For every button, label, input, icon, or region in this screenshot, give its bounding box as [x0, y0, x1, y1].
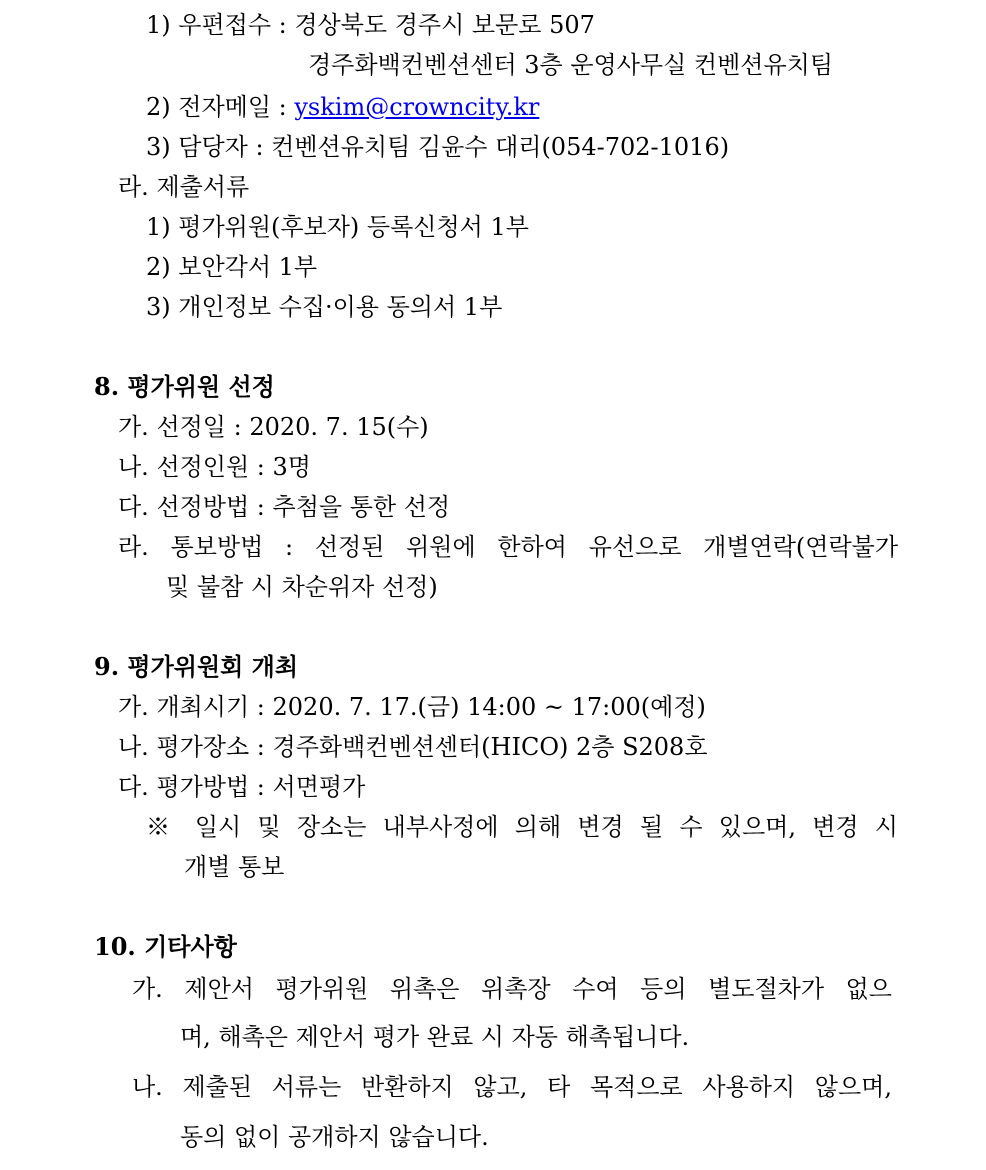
section-9-item: 가. 개최시기 : 2020. 7. 17.(금) 14:00 ~ 17:00(예정) — [118, 693, 706, 721]
section-10-item: 가. 제안서 평가위원 위촉은 위촉장 수여 등의 별도절차가 없으 — [132, 975, 892, 1003]
contact-person: 3) 담당자 : 컨벤션유치팀 김윤수 대리(054-702-1016) — [146, 133, 730, 161]
email-label: 2) 전자메일 : — [146, 93, 295, 121]
mail-submission: 1) 우편접수 : 경상북도 경주시 보문로 507 — [146, 11, 595, 39]
section-10-item: 나. 제출된 서류는 반환하지 않고, 타 목적으로 사용하지 않으며, — [132, 1073, 892, 1101]
section-10-item-cont: 며, 해촉은 제안서 평가 완료 시 자동 해촉됩니다. — [180, 1023, 690, 1051]
section-10-title: 10. 기타사항 — [94, 932, 237, 961]
section-9-item: 나. 평가장소 : 경주화백컨벤션센터(HICO) 2층 S208호 — [118, 733, 708, 761]
doc-item: 1) 평가위원(후보자) 등록신청서 1부 — [146, 213, 529, 241]
section-8-title: 8. 평가위원 선정 — [94, 372, 275, 401]
section-9-title: 9. 평가위원회 개최 — [94, 652, 299, 681]
section-9-item: 다. 평가방법 : 서면평가 — [118, 773, 366, 801]
section-8-item: 다. 선정방법 : 추첨을 통한 선정 — [118, 493, 451, 521]
section-9-note: ※ 일시 및 장소는 내부사정에 의해 변경 될 수 있으며, 변경 시 — [146, 813, 898, 841]
section-8-item: 가. 선정일 : 2020. 7. 15(수) — [118, 413, 429, 441]
section-8-item: 라. 통보방법 : 선정된 위원에 한하여 유선으로 개별연락(연락불가 — [118, 533, 898, 561]
doc-item: 2) 보안각서 1부 — [146, 253, 318, 281]
section-10-item-cont: 동의 없이 공개하지 않습니다. — [180, 1123, 489, 1151]
section-9-note-cont: 개별 통보 — [184, 853, 285, 881]
docs-title: 라. 제출서류 — [118, 173, 250, 201]
section-8-item-cont: 및 불참 시 차순위자 선정) — [166, 573, 438, 601]
doc-item: 3) 개인정보 수집·이용 동의서 1부 — [146, 293, 503, 321]
section-8-item: 나. 선정인원 : 3명 — [118, 453, 311, 481]
mail-address-line2: 경주화백컨벤션센터 3층 운영사무실 컨벤션유치팀 — [308, 51, 834, 79]
email-link[interactable]: yskim@crowncity.kr — [294, 93, 540, 121]
email-row — [146, 92, 539, 122]
